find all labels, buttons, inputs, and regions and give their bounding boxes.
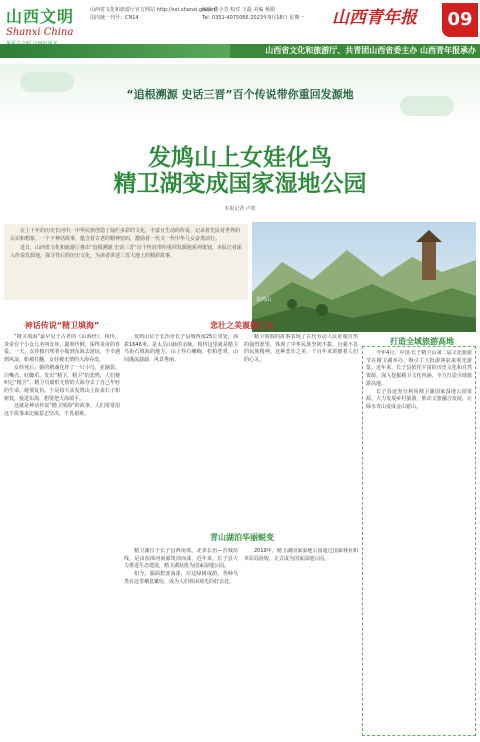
paragraph: 精卫填海的故事表现了古代劳动人民征服自然的强烈愿望，体现了中华民族坚韧不拔、自强不息的民族精神。这种悲壮之美，千百年来震撼着人们的心灵。 bbox=[244, 334, 358, 364]
paragraph: 长子县还充分利用精卫湖国家湿地公园资源，大力发展乡村旅游，推动文旅融合发展，让绿水青山变成金山银山。 bbox=[366, 388, 472, 410]
logo-english: Shanxi China bbox=[6, 27, 74, 38]
section-body bbox=[244, 548, 358, 736]
paragraph: 女娃死后，她的精魂化作了一只小鸟，花脑袋、白嘴壳、红脚爪，发出“精卫、精卫”的悲鸣，人们便叫它“精卫”。精卫鸟痛恨无情的大海夺去了自己年轻的生命，她要复仇，于是每天从发鸠山上衔来石子和树枝，投进东海，想要把大海填平。 bbox=[4, 364, 120, 402]
editor-credits: 编辑 程小芳 校对 王磊 美编 杨娟 bbox=[202, 7, 275, 13]
paragraph: 发鸠山位于长治市长子县城西南25公里处，海拔1646米，是太岳山脉的余脉。相传这里就是精卫鸟衔石填海的地方。山上怪石嶙峋、松柏苍翠，山间溪流潺潺，风景秀丽。 bbox=[124, 334, 238, 364]
sponsor-line: 山西省文化和旅游厅、共青团山西省委主办 山西青年报承办 bbox=[265, 46, 476, 55]
article-title bbox=[0, 145, 480, 197]
section-body bbox=[124, 548, 238, 736]
photo-overlay-area bbox=[252, 234, 360, 330]
paragraph: 这就是神话传说“精卫填海”的故事。人们常常用这个故事来比喻意志坚决、不畏艰难。 bbox=[4, 403, 120, 418]
paragraph: “精卫填海”最早见于古老的《山海经》。相传，炎帝有个小女儿名叫女娃，聪明伶俐，深得炎帝的喜爱。一天，女娃独自驾着小船到东海去游玩，不幸遇到风浪，船被打翻，女娃被无情的大海吞没。 bbox=[4, 334, 120, 364]
article-title-line1: 发鸠山上女娃化鸟 bbox=[148, 144, 332, 171]
photo-caption: 发鸠山 bbox=[256, 297, 272, 303]
paragraph: 精卫湖位于长子县西南部，北邻长治—晋城沿线，是由浊漳河南源筑坝而成。近年来，长子县大力推进生态建设，精卫湖获批为国家湿地公园。 bbox=[124, 548, 238, 570]
paragraph: 今年4月，中国·长子精卫山第二届文化旅游节在精卫湖举办，吸引了大批游客前来观光游览。近年来，长子县依托丰富的历史文化和自然资源，深入挖掘精卫文化内涵，全力打造全域旅游高地。 bbox=[366, 350, 472, 387]
newspaper-brand: 山西青年报 bbox=[332, 8, 417, 28]
publisher-website: 山西省文化和旅游厅官方网站 http://sxt.shanxi.gov.cn/ bbox=[90, 7, 217, 13]
section-body bbox=[124, 334, 238, 530]
paragraph: 如今，湖面碧波荡漾，岸边绿树成荫，各种鸟类在这里栖息繁衍，成为人们休闲观光的好去处。 bbox=[124, 571, 238, 585]
article-lede bbox=[4, 224, 248, 300]
banner-title: “追根溯源 史话三晋”百个传说带你重回发源地 bbox=[126, 88, 354, 101]
paragraph: 2019年，精卫湖国家湿地公园通过国家林业和草原局验收，正式成为国家湿地公园。 bbox=[244, 548, 358, 562]
section-heading: 神话传说“精卫填海” bbox=[24, 321, 100, 330]
publisher-issn: 国内统一刊号：CN14 bbox=[90, 15, 139, 21]
section-body bbox=[244, 334, 358, 530]
lede-paragraph: 近日，山西省文化和旅游厅推出“追根溯源 史话三晋”百个传说带你重回发源地系列策划，本报记者深入传说发源地，探寻背后的历史文化，为读者讲述三晋大地上的精彩故事。 bbox=[10, 245, 242, 259]
lede-paragraph: 在上千年的历史长河中，中华民族创造了灿烂多彩的文化，丰富且生动的传说，记录着先民对世界的认识和想象。一个个神话故事，蕴含着古老的精神密码，激励着一代又一代中华儿女奋勇前行。 bbox=[10, 228, 241, 242]
article-title-line2: 精卫湖变成国家湿地公园 bbox=[113, 170, 367, 197]
logo-chinese: 山西文明 bbox=[6, 7, 75, 26]
issue-date: Tel: 0351-4075066 2023年9月18日 星期一 bbox=[202, 15, 305, 21]
page-number: 09 bbox=[442, 3, 478, 37]
section-heading: 青山湖泊华丽蜕变 bbox=[124, 532, 360, 543]
section-body bbox=[366, 350, 472, 730]
section-heading: 悲壮之美震撼心灵 bbox=[210, 321, 274, 330]
section-body bbox=[4, 334, 120, 736]
article-author: 本报记者 卢蓝 bbox=[224, 206, 256, 212]
section-heading: 打造全域旅游高地 bbox=[390, 337, 454, 346]
top-bar-gradient bbox=[0, 44, 230, 58]
